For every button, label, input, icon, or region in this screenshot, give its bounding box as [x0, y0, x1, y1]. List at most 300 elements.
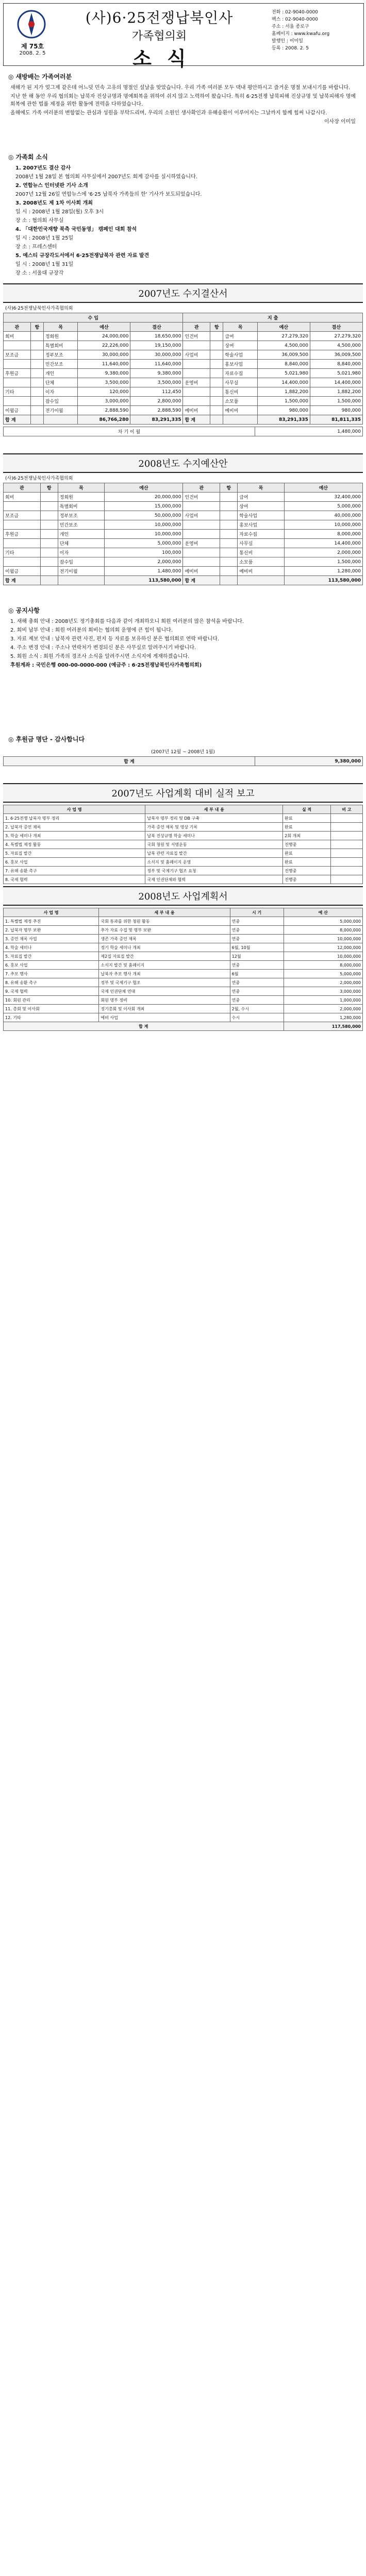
table-cell: 11,640,000: [130, 360, 183, 369]
table-row: [4, 397, 363, 406]
table-row: [4, 502, 363, 511]
table-cell: [40, 520, 58, 530]
table-row: [4, 493, 363, 502]
table-cell: 완료: [283, 814, 331, 823]
table-row: [4, 378, 363, 387]
table-cell: 40,000,000: [284, 511, 362, 520]
contact-line: 발행인 : 이미일: [272, 39, 303, 44]
table-cell: [30, 387, 43, 397]
table-row: [4, 557, 363, 567]
table-row: [4, 961, 363, 970]
table-cell: [183, 397, 210, 406]
greeting-signature: 이사장 이미일: [324, 119, 356, 125]
table-cell: 8,000,000: [284, 961, 362, 970]
table-cell: [183, 502, 220, 511]
total-row: [4, 415, 363, 425]
news-item: 2007년 12월 26일 연합뉴스에 '6·25 납북자 가족들의 한' 기사가 보도되었습니다.: [15, 192, 202, 197]
plan-2008-body: [4, 917, 363, 1022]
table-cell: 납북자 명부 정리 및 DB 구축: [145, 814, 283, 823]
table-row: [4, 332, 363, 341]
table-cell: 연중: [230, 978, 284, 987]
table-cell: 3. 증언 채록 사업: [4, 935, 99, 943]
table-cell: [220, 539, 238, 548]
table-cell: 2. 납북자 증언 채록: [4, 823, 145, 832]
table-cell: 소모품: [238, 557, 285, 567]
greeting-section: [3, 69, 363, 146]
budget-2007-section: [3, 283, 363, 436]
table-cell: 전기이월: [58, 567, 105, 576]
total-row: [4, 576, 363, 585]
table-cell: 인건비: [183, 332, 210, 341]
table-cell: [210, 397, 223, 406]
table-cell: [210, 378, 223, 387]
table-cell: 4,500,000: [310, 341, 362, 350]
column-header: 예산: [257, 323, 310, 332]
table-row: [4, 858, 363, 867]
table-cell: 추가 자료 수집 및 명부 보완: [99, 926, 230, 935]
table-cell: 2,000,000: [105, 557, 183, 567]
table-cell: 후원금: [4, 369, 31, 378]
table-cell: 상여: [238, 502, 285, 511]
table-cell: 생존 가족 증언 채록: [99, 935, 230, 943]
table-cell: 연중: [230, 961, 284, 970]
table-cell: 36,009,500: [257, 350, 310, 360]
table-cell: [30, 341, 43, 350]
plan-2008-section: [3, 886, 363, 1031]
table-cell: [4, 502, 41, 511]
table-cell: [183, 557, 220, 567]
budget-2007-title: 2007년도 수지결산서: [3, 283, 363, 303]
table-cell: 급여: [223, 332, 258, 341]
table-cell: 5. 자료집 발간: [4, 849, 145, 858]
table-cell: 2월, 수시: [230, 1005, 284, 1013]
org-name-line1: (사)6·25전쟁납북인사: [85, 9, 234, 26]
donors-period: (2007년 12월 ~ 2008년 1월): [151, 750, 215, 755]
greeting-heading: ◎ 새방배는 가족여러분: [8, 73, 72, 80]
table-cell: [40, 530, 58, 539]
total-cell: [58, 576, 105, 585]
table-cell: 국제 인권단체 연대: [99, 987, 230, 996]
table-cell: 18,650,000: [130, 332, 183, 341]
news-item: 2008년 1월 28일 본 협의회 사무실에서 2007년도 회계 감사를 실시하였습니다.: [15, 174, 197, 180]
newsletter-title: 소식: [132, 47, 202, 70]
table-cell: 5,000,000: [284, 502, 362, 511]
table-row: [4, 814, 363, 823]
table-cell: [30, 350, 43, 360]
table-cell: 이월금: [4, 406, 31, 415]
donors-total-label: 합 계: [4, 757, 255, 766]
table-cell: [30, 369, 43, 378]
table-cell: 1,500,000: [257, 397, 310, 406]
table-cell: 100,000: [105, 548, 183, 557]
table-cell: [30, 332, 43, 341]
table-row: [4, 341, 363, 350]
table-cell: 27,279,320: [257, 332, 310, 341]
table-row: [4, 1013, 363, 1022]
donors-section: [3, 732, 363, 766]
table-cell: [210, 332, 223, 341]
table-cell: 4. 특별법 제정 활동: [4, 840, 145, 849]
news-heading: ◎ 가족회 소식: [8, 154, 48, 161]
news-item: 1. 2007년도 결산 감사: [15, 165, 71, 171]
table-cell: [183, 341, 210, 350]
table-row: [4, 539, 363, 548]
table-cell: 잡수입: [43, 397, 78, 406]
table-cell: 운영비: [183, 539, 220, 548]
table-cell: 이자: [58, 548, 105, 557]
table-cell: 36,009,500: [310, 350, 362, 360]
table-cell: 연중: [230, 996, 284, 1005]
table-cell: 소식지 발간 및 홈페이지: [99, 961, 230, 970]
table-cell: 제2집 자료집 발간: [99, 952, 230, 961]
budget-2007-balance: [3, 427, 363, 436]
table-row: [4, 917, 363, 926]
table-cell: 14,400,000: [284, 539, 362, 548]
table-row: [4, 548, 363, 557]
table-cell: [40, 511, 58, 520]
table-cell: [220, 567, 238, 576]
table-cell: [330, 875, 362, 884]
table-cell: 15,000,000: [105, 502, 183, 511]
table-cell: 2,888,590: [130, 406, 183, 415]
table-cell: 1,280,000: [284, 1013, 362, 1022]
table-cell: 정부 및 국제기구 협조: [99, 978, 230, 987]
table-row: [4, 567, 363, 576]
table-cell: [210, 341, 223, 350]
column-header: 항: [210, 323, 223, 332]
table-cell: [210, 350, 223, 360]
table-cell: 회비: [4, 332, 31, 341]
table-cell: [40, 539, 58, 548]
table-cell: 기타: [4, 548, 41, 557]
column-header: 세 부 내 용: [145, 805, 283, 814]
budget-2007-body: [4, 332, 363, 425]
plan-2007-title: 2007년도 사업계획 대비 실적 보고: [3, 783, 363, 803]
plan-2007-body: [4, 814, 363, 884]
total-cell: [238, 576, 285, 585]
table-cell: 3,500,000: [78, 378, 130, 387]
column-header: 결산: [130, 323, 183, 332]
table-cell: 14,400,000: [310, 378, 362, 387]
table-cell: [40, 493, 58, 502]
contact-line: 주소 : 서울 종로구: [272, 24, 309, 29]
total-cell: 113,580,000: [284, 576, 362, 585]
table-cell: [183, 360, 210, 369]
table-cell: 단체: [58, 539, 105, 548]
table-cell: 급여: [238, 493, 285, 502]
table-cell: 상여: [223, 341, 258, 350]
table-cell: 전기이월: [43, 406, 78, 415]
table-cell: [4, 378, 31, 387]
table-cell: 국제 인권단체와 협력: [145, 875, 283, 884]
table-row: [4, 943, 363, 952]
table-cell: 통신비: [223, 387, 258, 397]
table-cell: 단체: [43, 378, 78, 387]
table-row: [4, 350, 363, 360]
table-cell: 정기 학술 세미나 개최: [99, 943, 230, 952]
news-item: 장 소 : 프레스센터: [15, 244, 57, 250]
table-cell: 정회원: [43, 332, 78, 341]
notice-item: 1. 새해 총회 안내 : 2008년도 정기총회를 다음과 같이 개최하오니 회원 여러분의 많은 참석을 바랍니다.: [10, 619, 244, 624]
table-cell: 9. 국제 협력: [4, 987, 99, 996]
table-cell: 5,021,980: [310, 369, 362, 378]
total-cell: 113,580,000: [105, 576, 183, 585]
table-row: [4, 849, 363, 858]
budget-2008-section: [3, 453, 363, 585]
table-cell: 국회 청원 및 서명운동: [145, 840, 283, 849]
budget-2007-table: [3, 313, 363, 425]
greeting-paragraph: 새해가 된 지가 엊그제 같은데 어느덧 민속 고유의 명절인 설날을 맞았습니다. 우리 가족 여러분 모두 댁내 평안하시고 즐거운 명절 보내시기를 바랍니다.: [10, 85, 351, 91]
table-cell: [330, 823, 362, 832]
table-row: [4, 996, 363, 1005]
table-row: [4, 406, 363, 415]
table-cell: [4, 397, 31, 406]
table-cell: 2,000,000: [284, 978, 362, 987]
table-cell: [183, 369, 210, 378]
budget-2008-title: 2008년도 수지예산안: [3, 453, 363, 473]
column-header: 목: [58, 483, 105, 493]
column-header: 항: [220, 483, 238, 493]
table-cell: 2,000,000: [284, 548, 362, 557]
table-cell: 6. 홍보 사업: [4, 961, 99, 970]
table-cell: 진행중: [283, 875, 331, 884]
table-cell: 납북 진상규명 학술 세미나: [145, 832, 283, 840]
table-cell: 완료: [283, 823, 331, 832]
table-cell: 7. 유해 송환 촉구: [4, 867, 145, 875]
table-cell: 1,000,000: [284, 996, 362, 1005]
notice-item: 3. 자료 제보 안내 : 납북자 관련 사진, 편지 등 자료를 보유하신 분은 협의회로 연락 바랍니다.: [10, 636, 220, 642]
news-item: 장 소 : 협의회 사무실: [15, 218, 64, 224]
notice-item: 5. 회원 소식 : 회원 가족의 경조사 소식을 알려주시면 소식지에 게재하겠습니다.: [10, 654, 190, 659]
table-cell: 정부보조: [58, 511, 105, 520]
table-cell: 32,400,000: [284, 493, 362, 502]
association-logo-icon: [11, 9, 52, 40]
table-cell: 예비 사업: [99, 1013, 230, 1022]
issue-number: 제 75호: [21, 43, 44, 50]
table-cell: 납북 관련 자료집 발간: [145, 849, 283, 858]
table-cell: 10. 회원 관리: [4, 996, 99, 1005]
column-header: 관: [4, 483, 41, 493]
table-cell: 특별회비: [43, 341, 78, 350]
table-cell: 학술사업: [223, 350, 258, 360]
total-cell: 86,766,280: [78, 415, 130, 425]
table-cell: 11,640,000: [78, 360, 130, 369]
table-cell: 후원금: [4, 530, 41, 539]
column-header: 관: [183, 483, 220, 493]
news-item: 4. 「대한민국재향 북측 국민동영」 캠페인 대회 참석: [15, 227, 137, 232]
issue-info: [9, 43, 56, 57]
table-cell: 인건비: [183, 493, 220, 502]
column-header: 사 업 명: [4, 805, 145, 814]
table-cell: 50,000,000: [105, 511, 183, 520]
balance-label: 차 기 이 월: [4, 427, 255, 436]
news-item: 일 시 : 2008년 1월 25일: [15, 235, 74, 241]
table-cell: 1,480,000: [105, 567, 183, 576]
table-cell: 예비비: [183, 567, 220, 576]
table-cell: 연중: [230, 935, 284, 943]
table-cell: 보조금: [4, 511, 41, 520]
table-cell: 2,888,590: [78, 406, 130, 415]
table-row: [4, 840, 363, 849]
table-cell: 개인: [43, 369, 78, 378]
table-row: [4, 520, 363, 530]
total-cell: 합 계: [183, 576, 220, 585]
column-header: 예 산: [284, 908, 362, 917]
table-header-row: [4, 908, 363, 917]
issue-date: 2008. 2. 5: [19, 50, 46, 56]
bank-note: 후원계좌 : 국민은행 000-00-0000-000 (예금주 : 6·25전쟁납북인사가족협의회): [10, 663, 202, 668]
table-cell: 6월, 10월: [230, 943, 284, 952]
column-header: 목: [43, 323, 78, 332]
table-cell: [4, 360, 31, 369]
contact-line: 등록 : 2008. 2. 5: [272, 46, 309, 51]
notices-heading: ◎ 공지사항: [8, 607, 40, 614]
table-cell: 8. 국제 협력: [4, 875, 145, 884]
plan-2008-total-value: 117,580,000: [284, 1022, 362, 1031]
table-cell: 7. 추모 행사: [4, 970, 99, 978]
table-cell: 통신비: [238, 548, 285, 557]
table-cell: 12,000,000: [284, 943, 362, 952]
total-cell: 83,291,335: [257, 415, 310, 425]
table-cell: 3. 학술 세미나 개최: [4, 832, 145, 840]
table-cell: 5,000,000: [284, 970, 362, 978]
table-cell: 자료수집: [223, 369, 258, 378]
table-cell: 30,000,000: [130, 350, 183, 360]
column-header: 예산: [284, 483, 362, 493]
table-row: [4, 360, 363, 369]
table-cell: [40, 557, 58, 567]
table-cell: 980,000: [257, 406, 310, 415]
total-cell: [223, 415, 258, 425]
table-cell: 민간보조: [43, 360, 78, 369]
table-cell: 12월: [230, 952, 284, 961]
table-cell: 민간보조: [58, 520, 105, 530]
table-cell: 정기총회 및 이사회 개최: [99, 1005, 230, 1013]
total-cell: 합 계: [4, 576, 41, 585]
table-cell: [40, 502, 58, 511]
balance-value: 1,480,000: [255, 427, 362, 436]
column-header: 항: [30, 323, 43, 332]
table-cell: [30, 378, 43, 387]
table-cell: [30, 397, 43, 406]
table-cell: 보조금: [4, 350, 31, 360]
table-cell: 1,882,200: [310, 387, 362, 397]
table-cell: 2,000,000: [284, 1005, 362, 1013]
total-cell: [210, 415, 223, 425]
news-item: 2. 연합뉴스 인터넷판 기사 소개: [15, 183, 88, 189]
donors-total-table: [3, 756, 363, 766]
total-cell: [40, 576, 58, 585]
table-cell: [220, 530, 238, 539]
table-cell: 소식지 및 홈페이지 운영: [145, 858, 283, 867]
budget-2008-caption: (사)6·25전쟁납북인사가족협의회: [5, 476, 73, 481]
greeting-paragraph: 올해에도 가족 여러분의 변함없는 관심과 성원을 부탁드리며, 우리의 소원인 생사확인과 유해송환이 이루어지는 그날까지 함께 힘써 나갑시다.: [10, 110, 327, 116]
table-cell: [330, 849, 362, 858]
table-cell: 정회원: [58, 493, 105, 502]
table-cell: 납북자 추모 행사 개최: [99, 970, 230, 978]
table-row: [4, 935, 363, 943]
table-cell: 10,000,000: [284, 935, 362, 943]
table-cell: 홍보사업: [223, 360, 258, 369]
table-cell: 10,000,000: [105, 520, 183, 530]
table-cell: 정부보조: [43, 350, 78, 360]
table-cell: 잡수입: [58, 557, 105, 567]
table-cell: [330, 814, 362, 823]
table-row: [4, 511, 363, 520]
table-cell: 완료: [283, 858, 331, 867]
table-cell: 22,226,000: [78, 341, 130, 350]
news-item: 일 시 : 2008년 1월 31일: [15, 262, 74, 267]
plan-2008-title: 2008년도 사업계획서: [3, 886, 363, 906]
column-header: 관: [183, 323, 210, 332]
table-cell: [183, 520, 220, 530]
table-cell: 사업비: [183, 350, 210, 360]
contact-info: [272, 9, 359, 52]
donors-total-value: 9,380,000: [255, 757, 362, 766]
table-cell: 회원 명부 정비: [99, 996, 230, 1005]
table-row: [4, 530, 363, 539]
table-cell: 2,800,000: [130, 397, 183, 406]
table-cell: 개인: [58, 530, 105, 539]
table-cell: 학술사업: [238, 511, 285, 520]
column-header: 목: [223, 323, 258, 332]
table-cell: [330, 867, 362, 875]
table-cell: 14,400,000: [257, 378, 310, 387]
column-header: 관: [4, 323, 31, 332]
table-row: [4, 369, 363, 378]
table-row: [4, 970, 363, 978]
total-cell: 83,291,335: [130, 415, 183, 425]
total-cell: [43, 415, 78, 425]
table-cell: 이자: [43, 387, 78, 397]
table-cell: 10,000,000: [284, 952, 362, 961]
table-cell: 30,000,000: [78, 350, 130, 360]
column-header: 예산: [78, 323, 130, 332]
table-cell: 3,000,000: [284, 987, 362, 996]
notice-item: 4. 주소 변경 안내 : 주소나 연락처가 변경되신 분은 사무실로 알려주시기 바랍니다.: [10, 645, 196, 651]
table-cell: 8,840,000: [257, 360, 310, 369]
greeting-paragraph: 지난 한 해 동안 우리 협의회는 납북자 진상규명과 명예회복을 위하여 쉬지 않고 노력하여 왔습니다. 특히 6·25전쟁 납북피해 진상규명 및 납북피해자 명예회복에 관한 법률 제정을 위한 활동에 전력을 다하였습니다.: [10, 94, 356, 107]
budget-2007-caption: (사)6·25전쟁납북인사가족협의회: [5, 306, 73, 311]
table-cell: [210, 360, 223, 369]
notices-section: [3, 603, 363, 726]
table-cell: 8. 유해 송환 촉구: [4, 978, 99, 987]
table-cell: 회비: [4, 493, 41, 502]
total-cell: 81,811,335: [310, 415, 362, 425]
table-row: [4, 978, 363, 987]
table-cell: 소모품: [223, 397, 258, 406]
table-cell: 사무실: [238, 539, 285, 548]
table-cell: [220, 548, 238, 557]
table-cell: 10,000,000: [284, 520, 362, 530]
table-cell: 27,279,320: [310, 332, 362, 341]
table-cell: 연중: [230, 987, 284, 996]
plan-2008-table: [3, 908, 363, 1031]
column-header: 비 고: [330, 805, 362, 814]
column-header: 항: [40, 483, 58, 493]
table-cell: 진행중: [283, 840, 331, 849]
table-cell: 9,380,000: [78, 369, 130, 378]
newsletter-header: [3, 3, 364, 70]
table-cell: 8,000,000: [284, 926, 362, 935]
table-cell: [220, 557, 238, 567]
table-cell: 8,000,000: [284, 530, 362, 539]
table-cell: 24,000,000: [78, 332, 130, 341]
table-cell: 완료: [283, 849, 331, 858]
table-cell: 진행중: [283, 867, 331, 875]
table-cell: [220, 520, 238, 530]
table-cell: [220, 493, 238, 502]
